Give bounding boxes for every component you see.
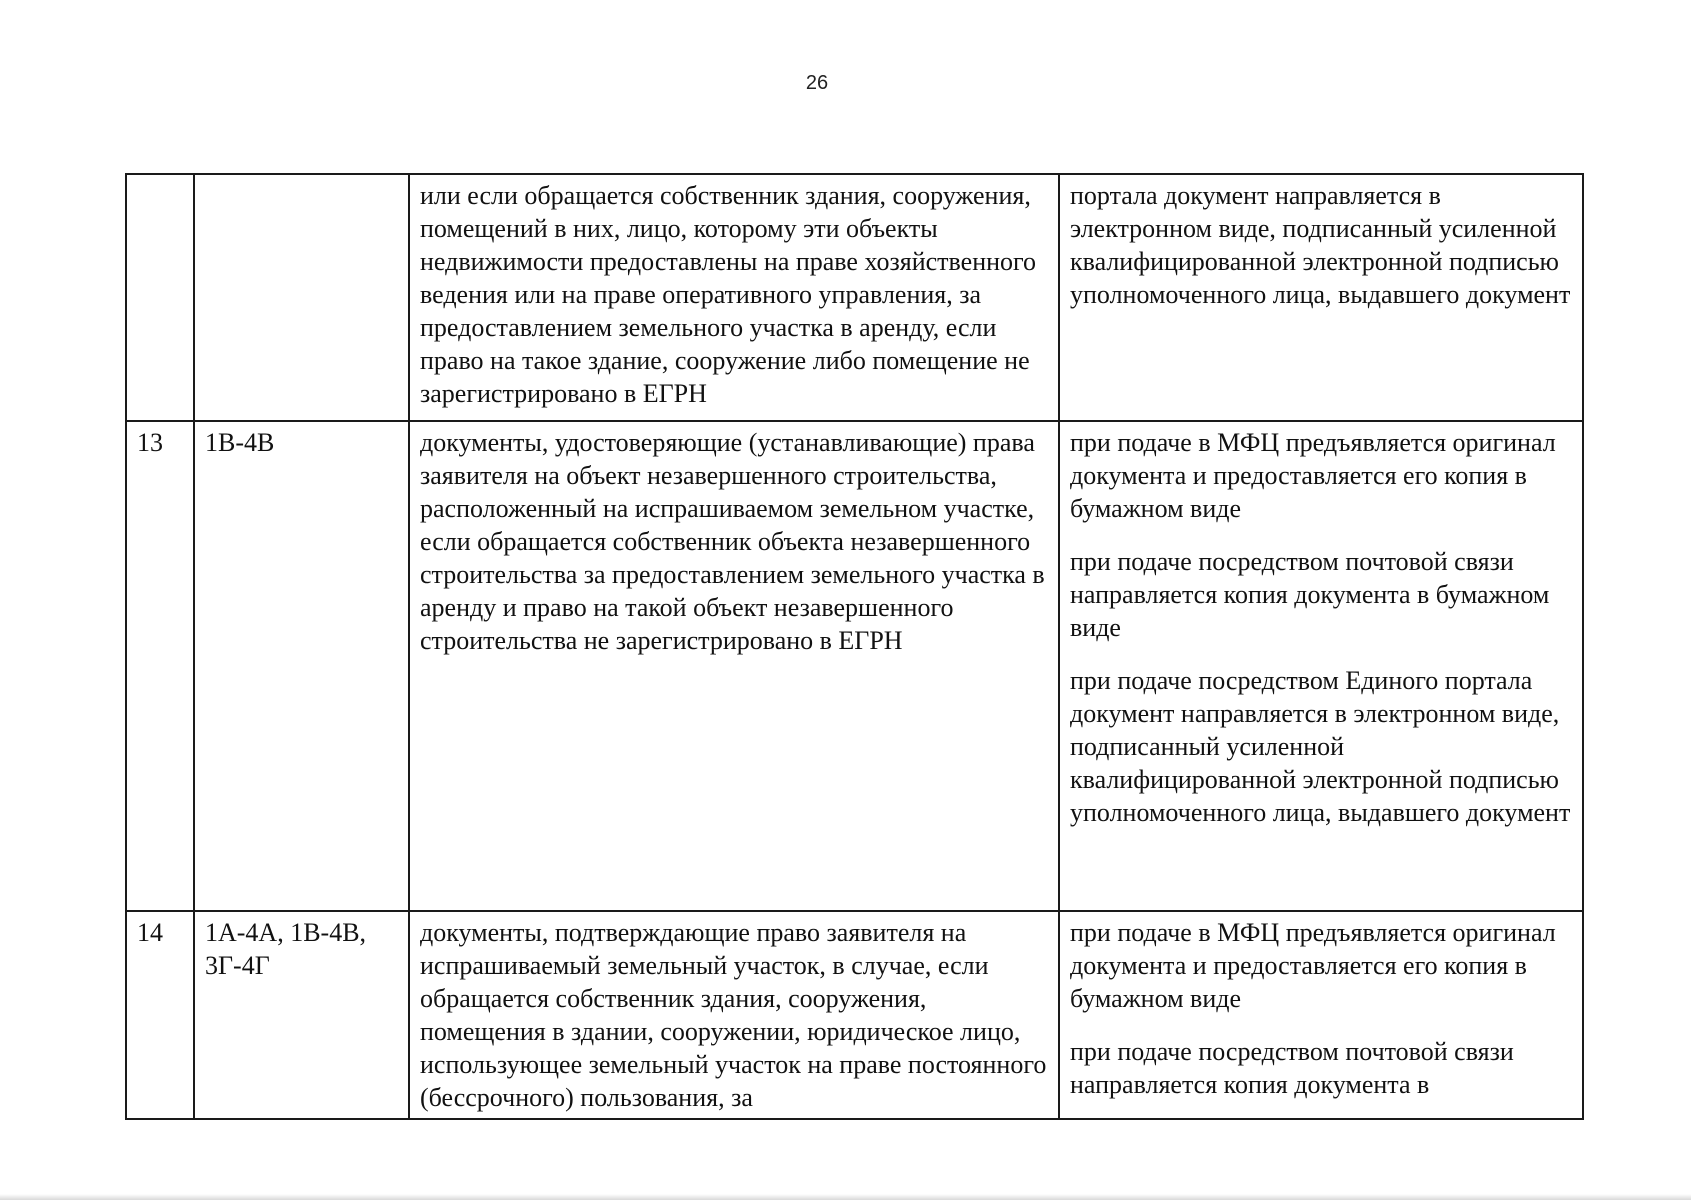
method-paragraph: при подаче в МФЦ предъявляется оригинал документа и предоставляется его копия в бумажном виде bbox=[1070, 918, 1556, 1013]
method-paragraph: при подаче в МФЦ предъявляется оригинал документа и предоставляется его копия в бумажном виде bbox=[1070, 428, 1556, 523]
row-documents-cell bbox=[409, 421, 1059, 911]
row-methods-cell bbox=[1059, 911, 1583, 1119]
method-paragraph: при подаче посредством Единого портала документ направляется в электронном виде, подписанный усиленной квалифицированной электронной подписью уполномоченного лица, выдавшего документ bbox=[1070, 666, 1571, 827]
row-number-cell: 14 bbox=[126, 911, 194, 1119]
row-methods-cell bbox=[1059, 174, 1583, 421]
method-paragraph: портала документ направляется в электронном виде, подписанный усиленной квалифицированной электронной подписью уполномоченного лица, выдавшего документ bbox=[1070, 181, 1571, 309]
table-row bbox=[126, 911, 1583, 1119]
row-methods-cell bbox=[1059, 421, 1583, 911]
row-documents-cell bbox=[409, 911, 1059, 1119]
row-number-cell bbox=[126, 174, 194, 421]
row-documents-cell bbox=[409, 174, 1059, 421]
documents-text: документы, подтверждающие право заявителя на испрашиваемый земельный участок, в случае, если обращается собственник здания, сооружения, помещения в здании, сооружении, юридическое лицо, использующее земельный участок на праве постоянного (бессрочного) пользования, за bbox=[420, 918, 1047, 1112]
method-paragraph: при подаче посредством почтовой связи направляется копия документа в бумажном виде bbox=[1070, 547, 1550, 642]
table-row bbox=[126, 421, 1583, 911]
row-number-cell: 13 bbox=[126, 421, 194, 911]
documents-text: или если обращается собственник здания, сооружения, помещений в них, лицо, которому эти объекты недвижимости предоставлены на праве хозяйственного ведения или на праве оперативного управления, за предоставлением земельного участка в аренду, если право на такое здание, сооружение либо помещение не зарегистрировано в ЕГРН bbox=[420, 181, 1037, 408]
row-code-cell: 1В-4В bbox=[194, 421, 409, 911]
row-code-cell bbox=[194, 174, 409, 421]
method-paragraph: при подаче посредством почтовой связи направляется копия документа в bbox=[1070, 1037, 1514, 1099]
page-bottom-edge bbox=[0, 1194, 1691, 1200]
document-table bbox=[125, 173, 1584, 1120]
documents-text: документы, удостоверяющие (устанавливающие) права заявителя на объект незавершенного строительства, расположенный на испрашиваемом земельном участке, если обращается собственник объекта незавершенного строительства за предоставлением земельного участка в аренду и право на такой объект незавершенного строительства не зарегистрировано в ЕГРН bbox=[420, 428, 1045, 655]
page-number: 26 bbox=[805, 72, 829, 94]
row-code-cell: 1А-4А, 1В-4В, 3Г-4Г bbox=[194, 911, 409, 1119]
table-row bbox=[126, 174, 1583, 421]
